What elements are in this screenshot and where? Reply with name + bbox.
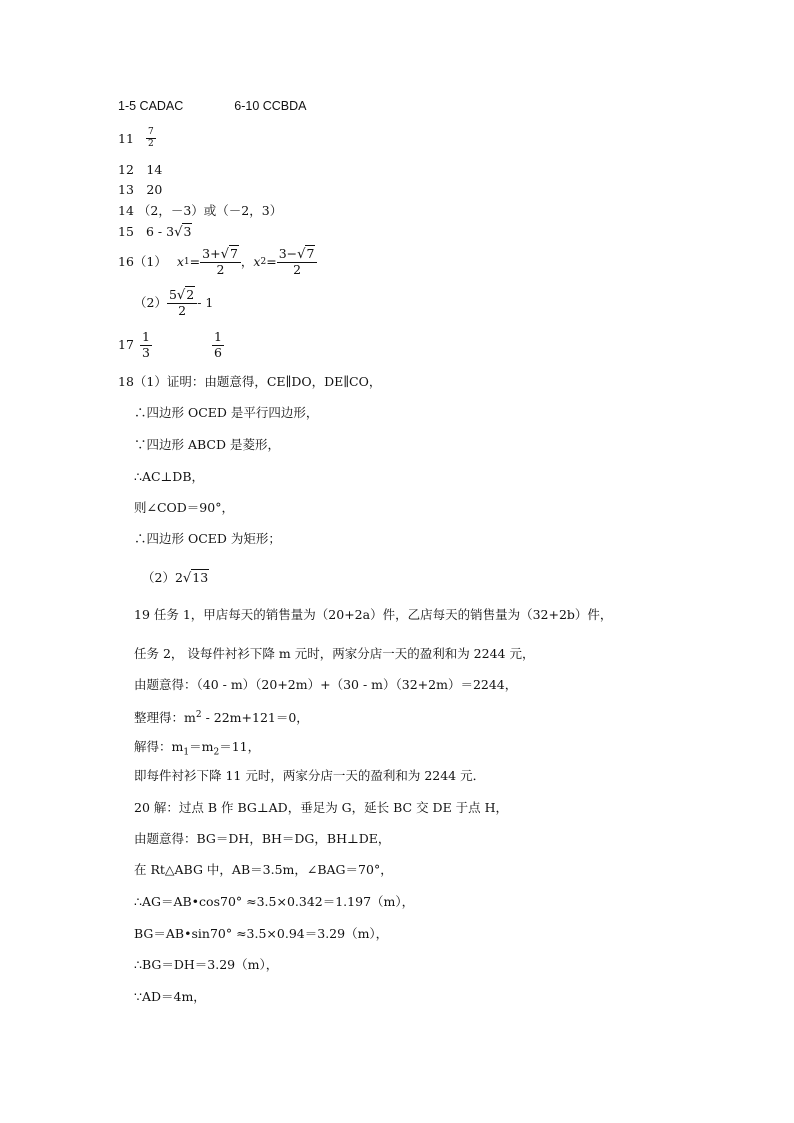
answer-line-13: 13 20 xyxy=(118,182,163,197)
q18-line-1: 18（1）证明：由题意得，CE∥DO，DE∥CO， xyxy=(118,374,382,389)
subscript: 1 xyxy=(183,747,190,758)
text: 解得：m xyxy=(134,739,184,754)
fraction-b xyxy=(212,331,224,359)
answer-line-11 xyxy=(118,128,156,149)
q19-line-4 xyxy=(134,707,309,726)
radicand: 2 xyxy=(186,286,195,302)
question-number: 15 xyxy=(118,224,134,239)
answer-line-12: 12 14 xyxy=(118,162,163,177)
fraction-root-2: $\frac{3-√7}{2}$ xyxy=(277,248,318,277)
numerator-prefix: 5 xyxy=(168,286,177,302)
q19-line-6: 即每件衬衫下降 11 元时，两家分店一天的盈利和为 2244 元． xyxy=(134,768,486,783)
radicand: 7 xyxy=(229,245,238,261)
q20-line-5: BG＝AB•sin70° ≈3.5×0.94＝3.29（m）， xyxy=(134,926,389,941)
q20-line-4: ∴AG＝AB•cos70° ≈3.5×0.342＝1.197（m）， xyxy=(134,894,415,909)
q18-line-6: ∴四边形 OCED 为矩形； xyxy=(134,531,281,546)
question-number: 16 xyxy=(118,254,134,269)
part-label: （2） xyxy=(134,295,167,310)
question-number: 11 xyxy=(118,130,134,146)
denominator: 3 xyxy=(142,344,150,360)
q20-line-3: 在 Rt△ABG 中，AB＝3.5m，∠BAG＝70°， xyxy=(134,862,393,877)
answer-line-14: 14 （2，－3）或（－2，3） xyxy=(118,203,283,218)
q20-line-2: 由题意得：BG＝DH，BH＝DG，BH⊥DE， xyxy=(134,831,391,846)
fraction-a xyxy=(140,331,152,359)
variable-x1: x xyxy=(176,254,184,269)
answers-1-5: 1-5 CADAC xyxy=(118,99,184,113)
expression-prefix: 6 - 3 xyxy=(146,224,175,239)
answer-line-17 xyxy=(118,327,224,363)
radicand: 13 xyxy=(192,570,209,585)
subscript: 2 xyxy=(260,257,267,267)
fraction: $\frac{5√2}{2}$ xyxy=(167,289,197,318)
numerator-prefix: 3− xyxy=(278,245,298,261)
text: - 22m+121＝0， xyxy=(201,710,309,726)
answer-line-16-part-2 xyxy=(134,285,213,321)
q19-line-3: 由题意得：（40 - m）（20+2m）+（30 - m）（32+2m）＝2244， xyxy=(134,677,518,692)
subscript: 2 xyxy=(213,747,220,758)
denominator: 2 xyxy=(293,261,302,277)
text: 整理得：m xyxy=(134,710,196,726)
radicand: 7 xyxy=(306,245,315,261)
q19-line-2: 任务 2， 设每件衬衫下降 m 元时，两家分店一天的盈利和为 2244 元， xyxy=(134,646,535,661)
variable-x2: x xyxy=(253,254,261,269)
part-label: （1） xyxy=(133,254,167,269)
numerator: 1 xyxy=(213,329,222,344)
text: ＝11， xyxy=(219,739,261,754)
superscript: 2 xyxy=(195,710,202,720)
square-root: √3 xyxy=(174,224,192,240)
denominator: 2 xyxy=(216,261,225,277)
q18-line-3: ∵四边形 ABCD 是菱形， xyxy=(134,437,280,452)
subscript: 1 xyxy=(183,257,190,267)
answer-line-1-5 xyxy=(118,98,307,114)
numerator: 7 xyxy=(148,127,154,137)
q19-line-1: 19 任务 1，甲店每天的销售量为（20+2a）件，乙店每天的销售量为（32+2b）件， xyxy=(134,607,613,622)
equals-sign: = xyxy=(266,254,277,269)
square-root: √13 xyxy=(182,570,209,586)
q19-line-5 xyxy=(134,739,260,761)
q18-line-4: ∴AC⊥DB， xyxy=(134,469,205,484)
answers-6-10: 6-10 CCBDA xyxy=(234,99,307,113)
separator: ， xyxy=(240,254,254,269)
radicand: 3 xyxy=(183,224,192,239)
coefficient: 2 xyxy=(174,570,183,585)
answer-line-15 xyxy=(118,224,192,241)
q18-line-5: 则∠COD＝90°， xyxy=(134,500,234,515)
q18-part-2 xyxy=(142,570,209,587)
answer-line-16 xyxy=(118,244,317,280)
part-label: （2） xyxy=(142,570,175,585)
q20-line-6: ∴BG＝DH＝3.29（m）， xyxy=(134,957,279,972)
q20-line-1: 20 解：过点 B 作 BG⊥AD，垂足为 G，延长 BC 交 DE 于点 H， xyxy=(134,800,509,815)
denominator: 2 xyxy=(178,302,187,318)
expression-suffix: - 1 xyxy=(197,295,214,310)
fraction xyxy=(146,128,156,149)
question-number: 17 xyxy=(118,337,134,352)
denominator: 6 xyxy=(213,344,222,360)
fraction-root-1: $\frac{3+√7}{2}$ xyxy=(200,248,241,277)
q20-line-7: ∵AD＝4m， xyxy=(134,989,206,1004)
q18-line-2: ∴四边形 OCED 是平行四边形， xyxy=(134,405,319,420)
text: ＝m xyxy=(189,739,214,754)
equals-sign: = xyxy=(189,254,201,269)
denominator: 2 xyxy=(148,139,154,149)
numerator-prefix: 3+ xyxy=(202,245,221,261)
numerator: 1 xyxy=(142,329,150,344)
